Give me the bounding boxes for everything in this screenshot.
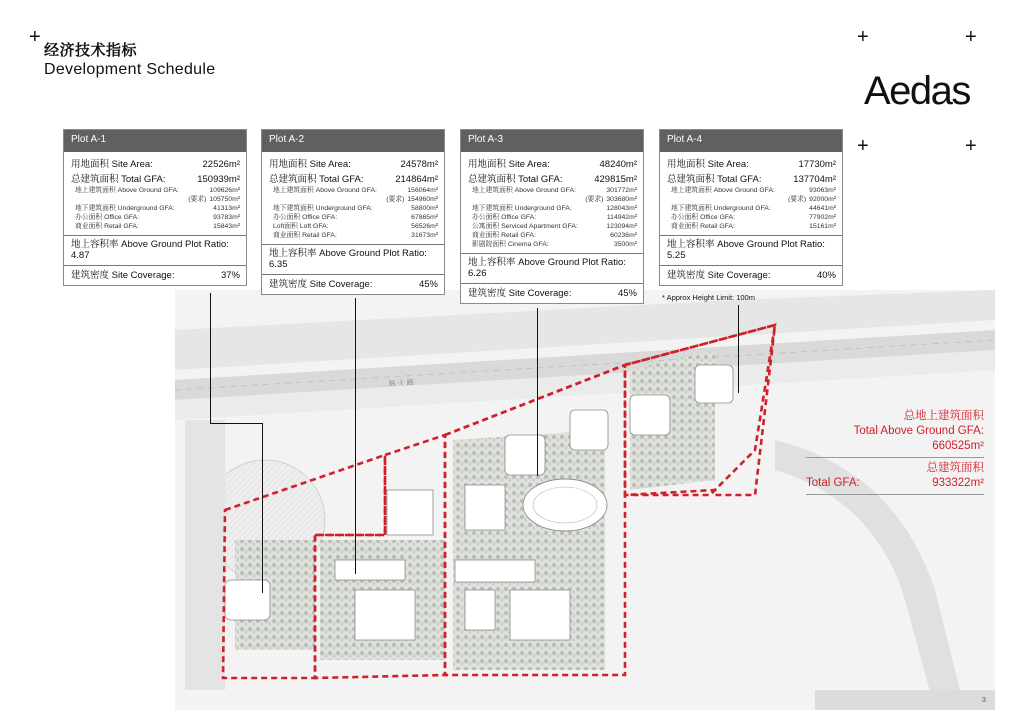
gfa-item-label: 地上建筑面积 Above Ground GFA: — [671, 187, 775, 194]
aedas-logo: Aedas — [864, 69, 970, 113]
gfa-item-value: 109626m² — [209, 187, 240, 194]
gfa-item-value: 56526m² — [411, 223, 438, 230]
gfa-item-label: 公寓面积 Serviced Apartment GFA: — [472, 223, 578, 230]
gfa-item-label: Loft面积 Loft GFA: — [273, 223, 329, 230]
leader-line-a1 — [210, 293, 211, 303]
total-above-ground-gfa-en: Total Above Ground GFA: — [853, 425, 984, 437]
site-coverage-value: 40% — [816, 270, 836, 281]
plot-card-title: Plot A-1 — [64, 130, 246, 152]
gfa-item-value: 156064m² — [407, 187, 438, 194]
total-gfa-label: 总建筑面积 Total GFA: — [269, 174, 364, 185]
gfa-item-value: 58800m² — [411, 205, 438, 212]
leader-line-a1-h — [210, 423, 262, 424]
total-above-ground-gfa-value: 660525m² — [932, 440, 984, 452]
site-coverage-label: 建筑密度 Site Coverage: — [71, 270, 175, 281]
plot-ratio-value: 6.35 — [269, 259, 288, 270]
gfa-item-label: 地上建筑面积 Above Ground GFA: — [273, 187, 377, 194]
gfa-item-label: 地上建筑面积 Above Ground GFA: — [472, 187, 576, 194]
gfa-summary — [806, 409, 984, 498]
divider — [461, 283, 643, 284]
plot-card-a2 — [261, 129, 445, 295]
gfa-item-value: 44641m² — [809, 205, 836, 212]
site-area-value: 24578m² — [400, 159, 438, 170]
plot-ratio-label: 地上容积率 Above Ground Plot Ratio: — [468, 257, 626, 268]
plot-card-title: Plot A-2 — [262, 130, 444, 152]
total-gfa-value: 214864m² — [395, 174, 438, 185]
plot-ratio-label: 地上容积率 Above Ground Plot Ratio: — [71, 239, 229, 250]
site-coverage-label: 建筑密度 Site Coverage: — [269, 279, 373, 290]
total-gfa-en: Total GFA: — [806, 477, 860, 489]
total-gfa-value: 137704m² — [793, 174, 836, 185]
gfa-item-value: 41313m² — [213, 205, 240, 212]
gfa-item-label: (要求) — [585, 196, 604, 203]
gfa-item-label: 商业面积 Retail GFA: — [273, 232, 337, 239]
gfa-item-label: 办公面积 Office GFA: — [671, 214, 736, 221]
site-area-label: 用地面积 Site Area: — [269, 159, 351, 170]
total-gfa-value: 429815m² — [594, 174, 637, 185]
divider — [262, 274, 444, 275]
divider — [64, 265, 246, 266]
site-coverage-value: 45% — [617, 288, 637, 299]
gfa-item-label: 商业面积 Retail GFA: — [75, 223, 139, 230]
site-coverage-label: 建筑密度 Site Coverage: — [667, 270, 771, 281]
divider — [660, 235, 842, 236]
plot-card-a3 — [460, 129, 644, 304]
crosshair-mark: + — [857, 26, 869, 48]
gfa-item-value: 93063m² — [809, 187, 836, 194]
gfa-item-label: 商业面积 Retail GFA: — [671, 223, 735, 230]
page-title-cn: 经济技术指标 — [44, 42, 138, 59]
plot-ratio-label: 地上容积率 Above Ground Plot Ratio: — [667, 239, 825, 250]
total-gfa-label: 总建筑面积 Total GFA: — [667, 174, 762, 185]
crosshair-mark: + — [965, 135, 977, 157]
plot-ratio-value: 6.26 — [468, 268, 487, 279]
gfa-item-label: 地下建筑面积 Underground GFA: — [472, 205, 572, 212]
site-area-label: 用地面积 Site Area: — [71, 159, 153, 170]
gfa-item-label: (要求) — [788, 196, 807, 203]
total-gfa-label: 总建筑面积 Total GFA: — [468, 174, 563, 185]
plot-ratio-value: 4.87 — [71, 250, 90, 261]
divider — [806, 457, 984, 458]
gfa-item-label: 影剧院面积 Cinema GFA: — [472, 241, 549, 248]
gfa-item-label: 地下建筑面积 Underground GFA: — [75, 205, 175, 212]
total-gfa-cn: 总建筑面积 — [926, 462, 984, 474]
gfa-item-value: 114942m² — [606, 214, 637, 221]
gfa-item-label: 办公面积 Office GFA: — [75, 214, 140, 221]
site-coverage-value: 45% — [418, 279, 438, 290]
page-title-en: Development Schedule — [44, 61, 216, 78]
divider — [262, 244, 444, 245]
total-gfa-value: 933322m² — [932, 477, 984, 489]
crosshair-mark: + — [857, 135, 869, 157]
gfa-item-value: 123094m² — [606, 223, 637, 230]
gfa-item-label: (要求) — [386, 196, 405, 203]
gfa-item-value: 154960m² — [407, 196, 438, 203]
gfa-item-value: 93783m² — [213, 214, 240, 221]
crosshair-mark: + — [965, 26, 977, 48]
divider — [64, 235, 246, 236]
gfa-item-label: 地下建筑面积 Underground GFA: — [671, 205, 771, 212]
gfa-item-value: 128043m² — [606, 205, 637, 212]
gfa-item-label: 地下建筑面积 Underground GFA: — [273, 205, 373, 212]
gfa-item-value: 3500m² — [613, 241, 637, 248]
gfa-item-value: 15843m² — [213, 223, 240, 230]
crosshair-mark: + — [29, 26, 41, 48]
gfa-item-label: 商业面积 Retail GFA: — [472, 232, 536, 239]
gfa-item-value: 67865m² — [411, 214, 438, 221]
plot-card-title: Plot A-4 — [660, 130, 842, 152]
gfa-item-value: 92000m² — [809, 196, 836, 203]
divider — [806, 494, 984, 495]
site-area-value: 22526m² — [202, 159, 240, 170]
leader-line-a1 — [262, 423, 263, 593]
leader-line-a1 — [210, 303, 211, 423]
gfa-item-label: 办公面积 Office GFA: — [472, 214, 537, 221]
site-area-value: 48240m² — [599, 159, 637, 170]
total-gfa-value: 150939m² — [197, 174, 240, 185]
site-coverage-label: 建筑密度 Site Coverage: — [468, 288, 572, 299]
leader-line-a3 — [537, 308, 538, 476]
site-coverage-value: 37% — [220, 270, 240, 281]
page-number: 3 — [982, 697, 986, 704]
leader-line-a4 — [738, 305, 739, 393]
total-gfa-label: 总建筑面积 Total GFA: — [71, 174, 166, 185]
gfa-item-label: 地上建筑面积 Above Ground GFA: — [75, 187, 179, 194]
gfa-item-value: 303680m² — [606, 196, 637, 203]
gfa-item-value: 31673m² — [411, 232, 438, 239]
gfa-item-value: 301772m² — [606, 187, 637, 194]
height-limit-note: * Approx Height Limit: 100m — [662, 293, 755, 302]
road-label: 纵 十 路 — [388, 379, 414, 388]
plot-card-a1 — [63, 129, 247, 286]
gfa-item-value: 77902m² — [809, 214, 836, 221]
total-above-ground-gfa-cn: 总地上建筑面积 — [903, 410, 984, 422]
gfa-item-value: 60236m² — [610, 232, 637, 239]
site-area-label: 用地面积 Site Area: — [468, 159, 550, 170]
plot-ratio-value: 5.25 — [667, 250, 686, 261]
site-area-value: 17730m² — [798, 159, 836, 170]
divider — [660, 265, 842, 266]
gfa-item-label: (要求) — [188, 196, 207, 203]
gfa-item-value: 105750m² — [209, 196, 240, 203]
plot-card-a4 — [659, 129, 843, 286]
leader-line-a2 — [355, 298, 356, 574]
plot-card-title: Plot A-3 — [461, 130, 643, 152]
plot-ratio-label: 地上容积率 Above Ground Plot Ratio: — [269, 248, 427, 259]
site-plan — [175, 290, 995, 710]
divider — [461, 253, 643, 254]
site-area-label: 用地面积 Site Area: — [667, 159, 749, 170]
gfa-item-value: 15161m² — [809, 223, 836, 230]
gfa-item-label: 办公面积 Office GFA: — [273, 214, 338, 221]
